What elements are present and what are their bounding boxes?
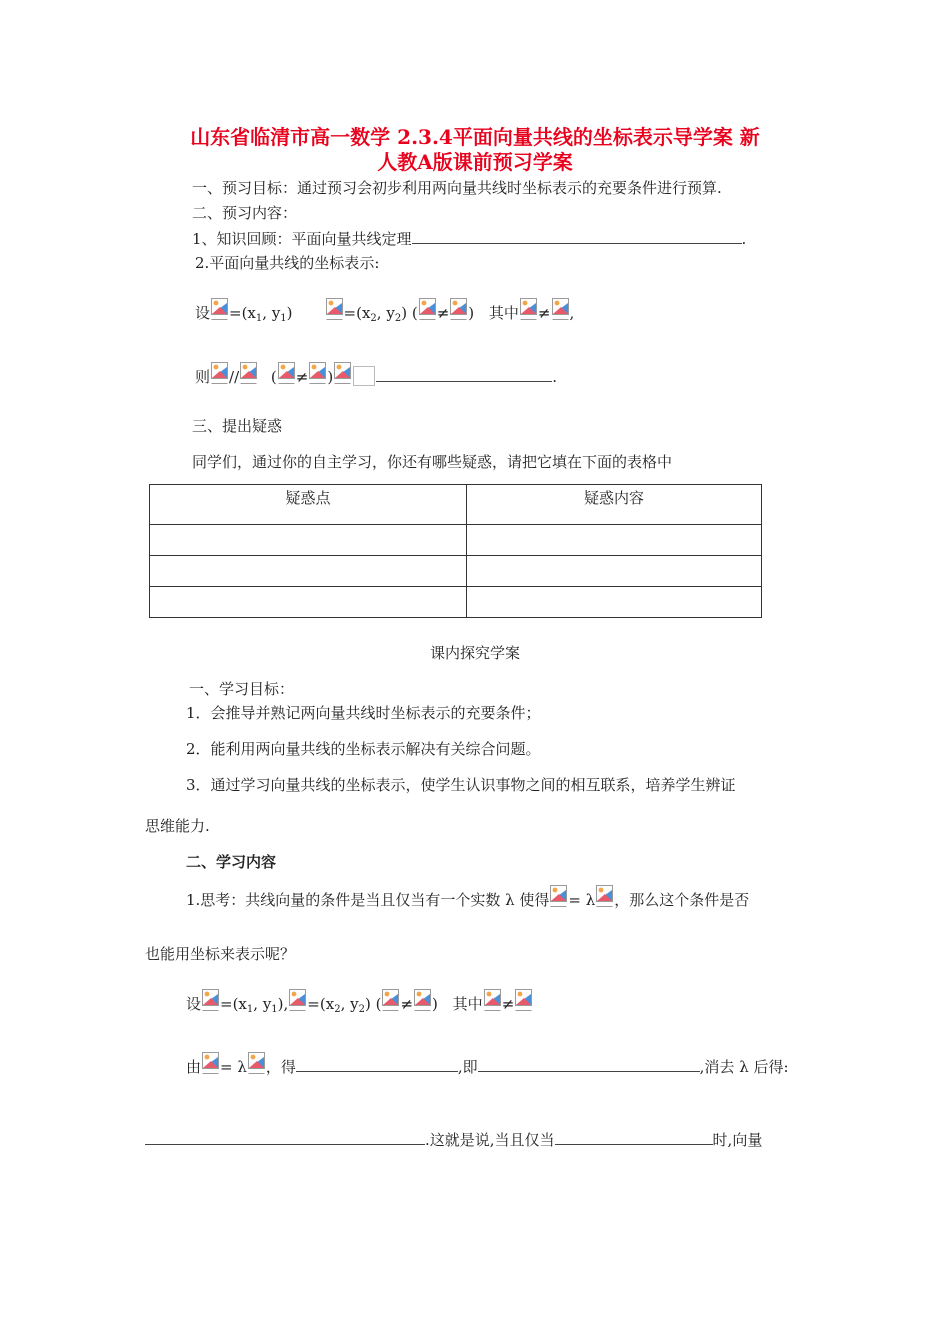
neq-sign: ≠	[436, 304, 450, 322]
text-paren: ),	[277, 995, 289, 1013]
think-text: 1.思考：共线向量的条件是当且仅当有一个实数 λ 使得	[186, 891, 550, 909]
equals-lambda: = λ	[220, 1058, 247, 1076]
broken-image-icon	[248, 1052, 265, 1076]
empty-image-box	[353, 366, 375, 386]
doubts-intro: 同学们，通过你的自主学习，你还有哪些疑惑，请把它填在下面的表格中	[192, 453, 673, 471]
inclass-title: 课内探究学案	[429, 644, 520, 662]
formula-setup	[195, 298, 574, 329]
table-row	[150, 556, 762, 587]
think-question	[186, 885, 749, 910]
neq-sign: ≠	[537, 304, 551, 322]
table-cell[interactable]	[467, 525, 762, 556]
period: .	[552, 368, 557, 386]
formula-parallel	[195, 362, 557, 387]
neq-sign: ≠	[501, 995, 515, 1013]
subscript: 2	[394, 313, 402, 324]
formula-setup-2	[186, 989, 533, 1020]
subscript: 2	[370, 313, 377, 324]
knowledge-review-text: 1、知识回顾：平面向量共线定理	[192, 230, 412, 248]
text-paren: (	[270, 368, 277, 386]
subscript: 1	[246, 1004, 254, 1015]
broken-image-icon	[484, 989, 501, 1013]
text-shi: 时,向量	[712, 1131, 763, 1149]
formula-lambda	[186, 1052, 789, 1077]
text-de: ，得	[265, 1058, 296, 1076]
text-coord: , y	[340, 995, 359, 1013]
broken-image-icon	[202, 989, 219, 1013]
table-cell[interactable]	[150, 556, 467, 587]
table-cell[interactable]	[150, 525, 467, 556]
broken-image-icon	[211, 362, 228, 386]
formula-conclusion	[145, 1129, 762, 1150]
table-header-content: 疑惑内容	[467, 485, 762, 525]
text-you: 由	[186, 1058, 202, 1076]
broken-image-icon	[211, 298, 228, 322]
table-header-point: 疑惑点	[150, 485, 467, 525]
preview-content-heading: 二、预习内容：	[192, 204, 298, 222]
learning-content-heading: 二、学习内容	[186, 853, 277, 871]
coordinate-heading: 2.平面向量共线的坐标表示:	[195, 254, 380, 272]
text-zhejiu: .这就是说,当且仅当	[425, 1131, 555, 1149]
text-qizhong: 其中	[452, 995, 483, 1013]
text-coord: =(x	[229, 304, 256, 322]
broken-image-icon	[289, 989, 306, 1013]
table-cell[interactable]	[467, 556, 762, 587]
text-coord: =(x	[343, 304, 371, 322]
answer-blank[interactable]	[376, 366, 552, 382]
text-qizhong: 其中	[488, 304, 519, 322]
think-text: ，那么这个条件是否	[614, 891, 750, 909]
answer-blank[interactable]	[296, 1056, 458, 1072]
text-coord: =(x	[220, 995, 247, 1013]
parallel-sign: //	[229, 368, 240, 386]
text-paren: )	[432, 995, 438, 1013]
broken-image-icon	[326, 298, 343, 322]
answer-blank[interactable]	[555, 1129, 713, 1145]
text-coord: , y	[262, 304, 281, 322]
table-row	[150, 525, 762, 556]
text-coord: =(x	[307, 995, 335, 1013]
text-paren: )	[401, 304, 408, 322]
broken-image-icon	[240, 362, 257, 386]
answer-blank[interactable]	[478, 1056, 700, 1072]
table-cell[interactable]	[150, 587, 467, 618]
knowledge-review	[192, 228, 746, 249]
text-paren: )	[286, 304, 293, 322]
broken-image-icon	[520, 298, 537, 322]
subscript: 1	[271, 1004, 278, 1015]
doubts-heading: 三、提出疑惑	[192, 417, 283, 435]
neq-sign: ≠	[400, 995, 414, 1013]
subscript: 2	[334, 1004, 341, 1015]
broken-image-icon	[552, 298, 569, 322]
doubts-table	[149, 484, 762, 618]
broken-image-icon	[450, 298, 467, 322]
text-she: 设	[186, 995, 202, 1013]
learning-goals-heading: 一、学习目标：	[189, 680, 295, 698]
broken-image-icon	[596, 885, 613, 909]
text-ji: ,即	[457, 1058, 478, 1076]
table-header-row	[150, 485, 762, 525]
text-coord: , y	[376, 304, 395, 322]
equals-lambda: = λ	[568, 891, 596, 909]
subscript: 2	[358, 1004, 365, 1015]
broken-image-icon	[382, 989, 399, 1013]
subscript: 1	[280, 313, 287, 324]
comma: ,	[569, 304, 575, 322]
text-xiaoqu: ,消去 λ 后得:	[699, 1058, 789, 1076]
document-title-line1: 山东省临清市高一数学 2.3.4平面向量共线的坐标表示导学案 新	[190, 125, 760, 149]
period: .	[741, 230, 747, 248]
text-ze: 则	[195, 368, 211, 386]
goal-3-cont: 思维能力.	[145, 817, 210, 835]
subscript: 1	[255, 313, 263, 324]
broken-image-icon	[334, 362, 351, 386]
neq-sign: ≠	[295, 368, 309, 386]
goal-2: 2．能利用两向量共线的坐标表示解决有关综合问题。	[186, 740, 541, 758]
text-she: 设	[195, 304, 211, 322]
think-question-cont: 也能用坐标来表示呢？	[145, 945, 296, 963]
broken-image-icon	[414, 989, 431, 1013]
broken-image-icon	[278, 362, 295, 386]
goal-1: 1．会推导并熟记两向量共线时坐标表示的充要条件；	[186, 704, 541, 722]
text-coord: , y	[253, 995, 272, 1013]
broken-image-icon	[515, 989, 532, 1013]
broken-image-icon	[419, 298, 436, 322]
broken-image-icon	[309, 362, 326, 386]
text-paren: )	[364, 995, 371, 1013]
answer-blank[interactable]	[145, 1129, 425, 1145]
text-paren: (	[375, 995, 382, 1013]
text-paren: (	[411, 304, 418, 322]
document-title-line2: 人教A版课前预习学案	[377, 150, 573, 174]
answer-blank[interactable]	[412, 228, 742, 244]
text-paren: )	[327, 368, 334, 386]
text-paren: )	[468, 304, 475, 322]
goal-3: 3．通过学习向量共线的坐标表示，使学生认识事物之间的相互联系，培养学生辨证	[186, 776, 736, 794]
broken-image-icon	[202, 1052, 219, 1076]
preview-goal: 一、预习目标：通过预习会初步利用两向量共线时坐标表示的充要条件进行预算.	[192, 179, 722, 197]
table-cell[interactable]	[467, 587, 762, 618]
table-row	[150, 587, 762, 618]
broken-image-icon	[550, 885, 567, 909]
